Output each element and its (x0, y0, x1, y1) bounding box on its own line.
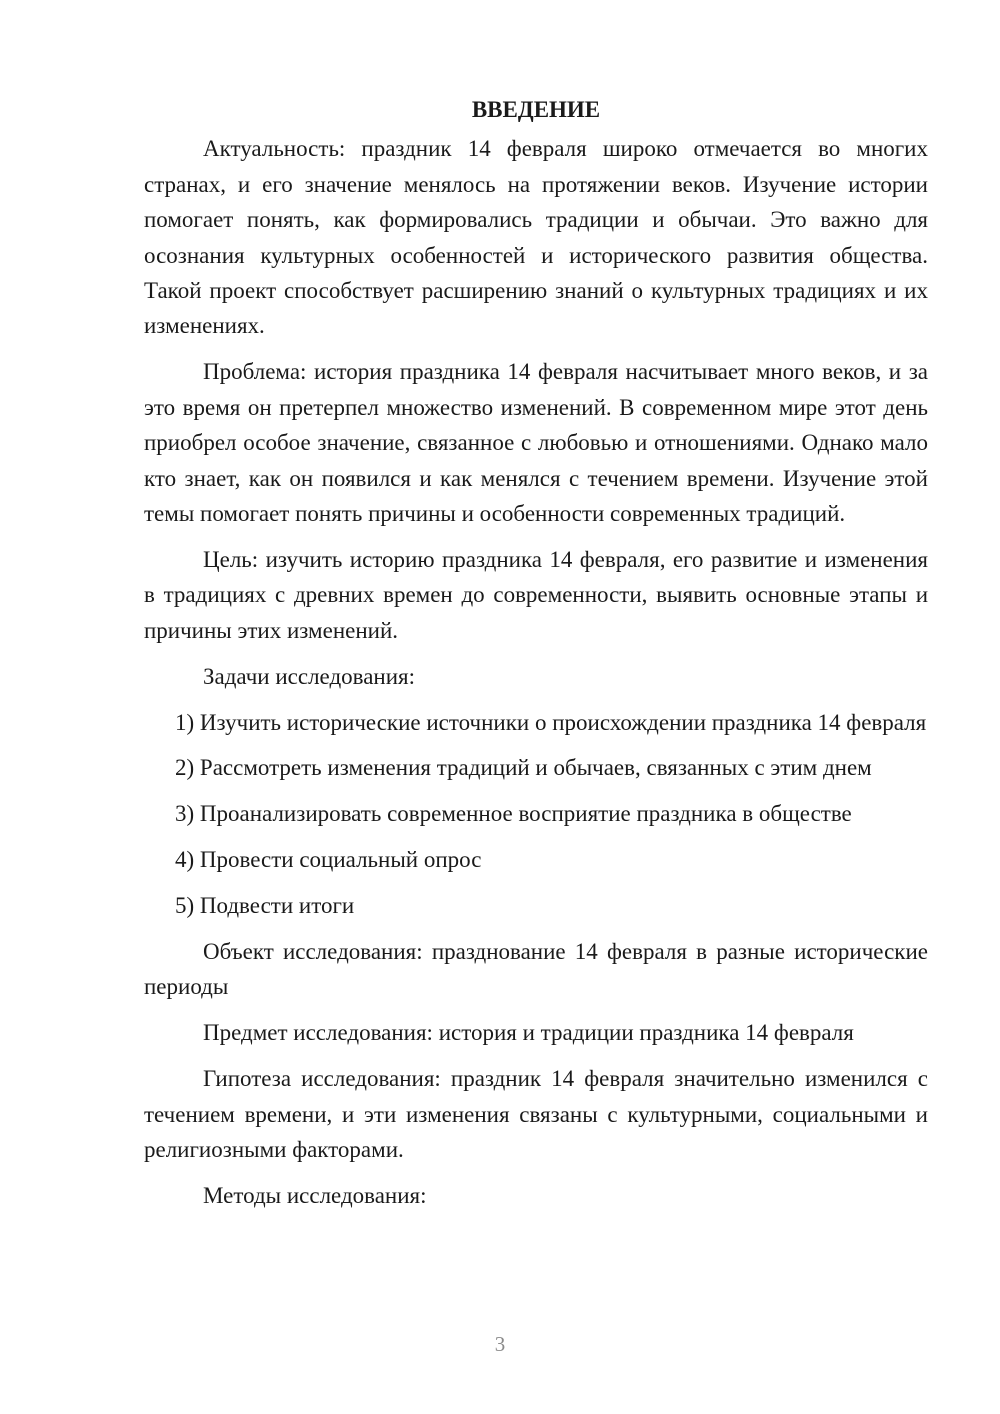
paragraph-goal: Цель: изучить историю праздника 14 февраля, его развитие и изменения в традициях с древних времен до современности, выявить основные этапы и причины этих изменений. (144, 546, 928, 643)
paragraph-problem: Проблема: история праздника 14 февраля насчитывает много веков, и за это время он претерпел множество изменений. В современном мире этот день приобрел особое значение, связанное с любовью и отношениями. Однако мало кто знает, как он появился и как менялся с течением времени. Изучение этой темы помогает понять причины и особенности современных традиций. (144, 359, 928, 526)
page-number: 3 (494, 1332, 506, 1356)
task-item-5: 5) Подвести итоги (175, 893, 355, 919)
task-item-3: 3) Проанализировать современное восприятие праздника в обществе (175, 801, 852, 827)
paragraph-relevance: Актуальность: праздник 14 февраля широко отмечается во многих странах, и его значение менялось на протяжении веков. Изучение истории помогает понять, как формировались традиции и обычаи. Это важно для осознания культурных особенностей и исторического развития общества. Такой проект способствует расширению знаний о культурных традициях и их изменениях. (144, 136, 928, 339)
paragraph-object: Объект исследования: празднование 14 февраля в разные исторические периоды (144, 939, 928, 1000)
paragraph-subject: Предмет исследования: история и традиции праздника 14 февраля (203, 1020, 854, 1046)
page-content (144, 92, 928, 1224)
task-item-2: 2) Рассмотреть изменения традиций и обычаев, связанных с этим днем (175, 755, 872, 781)
task-item-4: 4) Провести социальный опрос (175, 847, 482, 873)
task-item-1: 1) Изучить исторические источники о происхождении праздника 14 февраля (175, 709, 927, 735)
paragraph-tasks-heading: Задачи исследования: (203, 663, 416, 689)
section-title: ВВЕДЕНИЕ (471, 97, 601, 122)
paragraph-hypothesis: Гипотеза исследования: праздник 14 февраля значительно изменился с течением времени, и эти изменения связаны с культурными, социальными и религиозными факторами. (144, 1066, 928, 1163)
paragraph-methods: Методы исследования: (203, 1182, 427, 1208)
